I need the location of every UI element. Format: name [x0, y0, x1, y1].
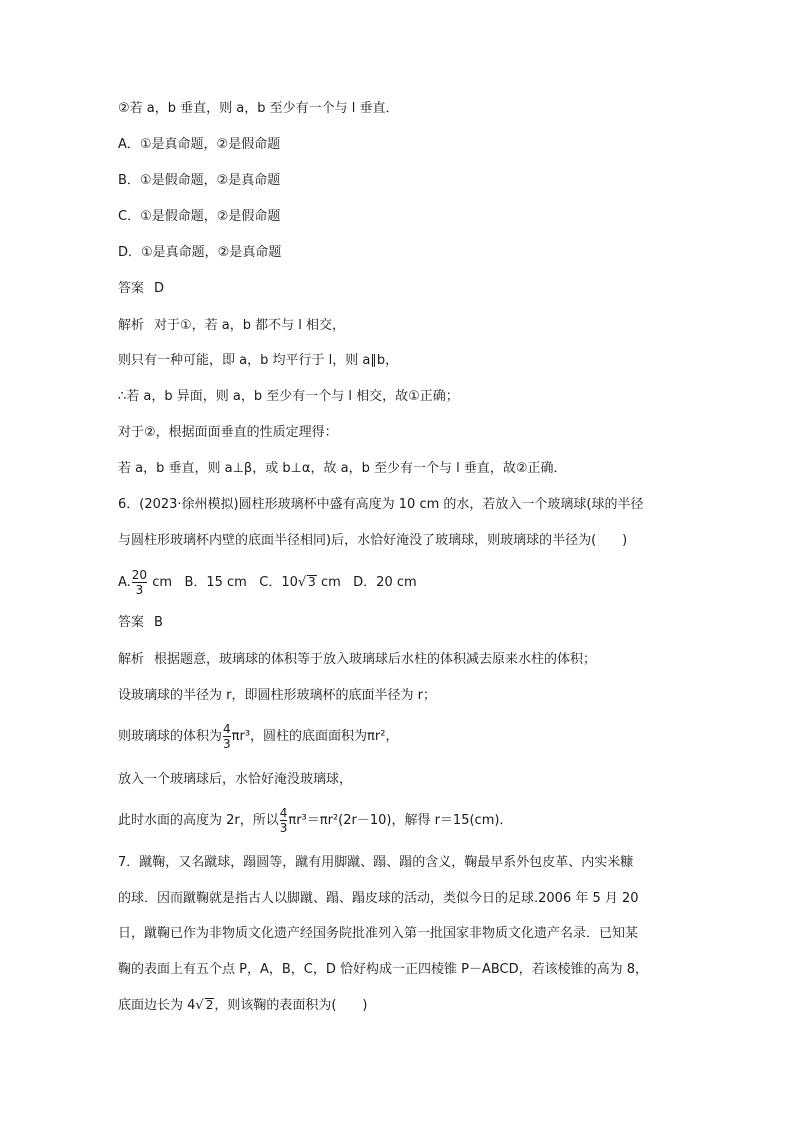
opt-a-prefix: A.	[118, 575, 131, 590]
radicand: 3	[308, 575, 316, 589]
fraction-numerator: 4	[279, 806, 288, 820]
opt-c-unit: cm	[320, 575, 341, 590]
analysis-label: 解析	[118, 652, 145, 667]
analysis-line: 对于②，根据面面垂直的性质定理得：	[118, 425, 338, 440]
answer-line	[118, 281, 164, 297]
answer-label: 答案	[118, 281, 145, 296]
analysis-line: 则只有一种可能，即 a，b 均平行于 l，则 a∥b，	[118, 353, 399, 368]
opt-a-unit: cm	[152, 575, 173, 590]
sqrt-icon: √	[195, 998, 204, 1013]
text: πr³＝πr²(2r－10)，解得 r＝15(cm)．	[288, 813, 513, 828]
analysis-line	[118, 318, 345, 334]
option-c: C．①是假命题，②是假命题	[118, 209, 281, 224]
opt-c-prefix: C．10	[259, 575, 298, 590]
option-a: A．①是真命题，②是假命题	[118, 137, 281, 152]
text: 底面边长为 4	[118, 998, 196, 1013]
question-7-line: 鞠的表面上有五个点 P，A，B，C，D 恰好构成一正四棱锥 P－ABCD，若该棱锥的高为 8，	[118, 962, 649, 977]
sqrt-icon: √	[297, 575, 307, 590]
text: 此时水面的高度为 2r，所以	[118, 813, 279, 828]
fraction-numerator: 20	[131, 568, 148, 582]
answer-value: B	[154, 615, 163, 630]
option-d: D．①是真命题，②是真命题	[118, 245, 282, 260]
fraction-denominator: 3	[223, 737, 231, 751]
question-7-line: 日，蹴鞠已作为非物质文化遗产经国务院批准列入第一批国家非物质文化遗产名录．已知某	[118, 926, 639, 941]
answer-value: D	[154, 281, 165, 296]
analysis-line: ∴若 a，b 异面，则 a，b 至少有一个与 l 相交，故①正确；	[118, 389, 459, 404]
text: 则玻璃球的体积为	[118, 729, 223, 744]
analysis-text: 根据题意，玻璃球的体积等于放入玻璃球后水柱的体积减去原来水柱的体积；	[154, 652, 597, 667]
answer-label: 答案	[118, 615, 145, 630]
analysis-line	[118, 806, 512, 835]
option-b: B．①是假命题，②是真命题	[118, 173, 281, 188]
option-b-6: B．15 cm	[184, 575, 247, 590]
text: πr³，圆柱的底面面积为πr²，	[231, 729, 399, 744]
question-7-line: 7．蹴鞠，又名蹴球，蹋圆等，蹴有用脚蹴、蹋、蹋的含义，鞠最早系外包皮革、内实米糠	[118, 855, 634, 870]
text: ，则该鞠的表面积为( )	[214, 998, 368, 1013]
analysis-text: 对于①，若 a，b 都不与 l 相交，	[154, 318, 346, 333]
option-d-6: D．20 cm	[353, 575, 417, 590]
fraction-denominator: 3	[135, 583, 144, 597]
analysis-line	[118, 722, 398, 751]
fraction-numerator: 4	[223, 722, 231, 736]
fraction	[280, 806, 288, 835]
analysis-line	[118, 652, 596, 668]
fraction	[132, 568, 147, 597]
question-6-line: 与圆柱形玻璃杯内壁的底面半径相同)后，水恰好淹没了玻璃球，则玻璃球的半径为( )	[118, 533, 628, 548]
analysis-line: 若 a，b 垂直，则 a⊥β，或 b⊥α，故 a，b 至少有一个与 l 垂直，故②正确．	[118, 461, 567, 476]
analysis-line: 放入一个玻璃球后，水恰好淹没玻璃球，	[118, 772, 353, 787]
fraction-denominator: 3	[279, 821, 288, 835]
question-7-line	[118, 998, 368, 1014]
question-6-line: 6．(2023·徐州模拟)圆柱形玻璃杯中盛有高度为 10 cm 的水，若放入一个玻璃球(球的半径	[118, 497, 644, 512]
radicand: 2	[205, 998, 214, 1012]
fraction	[223, 722, 231, 751]
question-6-options	[118, 568, 417, 597]
answer-line	[118, 615, 163, 631]
question-7-line: 的球．因而蹴鞠就是指古人以脚蹴、蹋、蹋皮球的活动，类似今日的足球.2006 年 5 月 20	[118, 891, 639, 906]
statement-2: ②若 a，b 垂直，则 a，b 至少有一个与 l 垂直．	[118, 101, 399, 116]
analysis-line: 设玻璃球的半径为 r，即圆柱形玻璃杯的底面半径为 r；	[118, 688, 436, 703]
analysis-label: 解析	[118, 318, 145, 333]
